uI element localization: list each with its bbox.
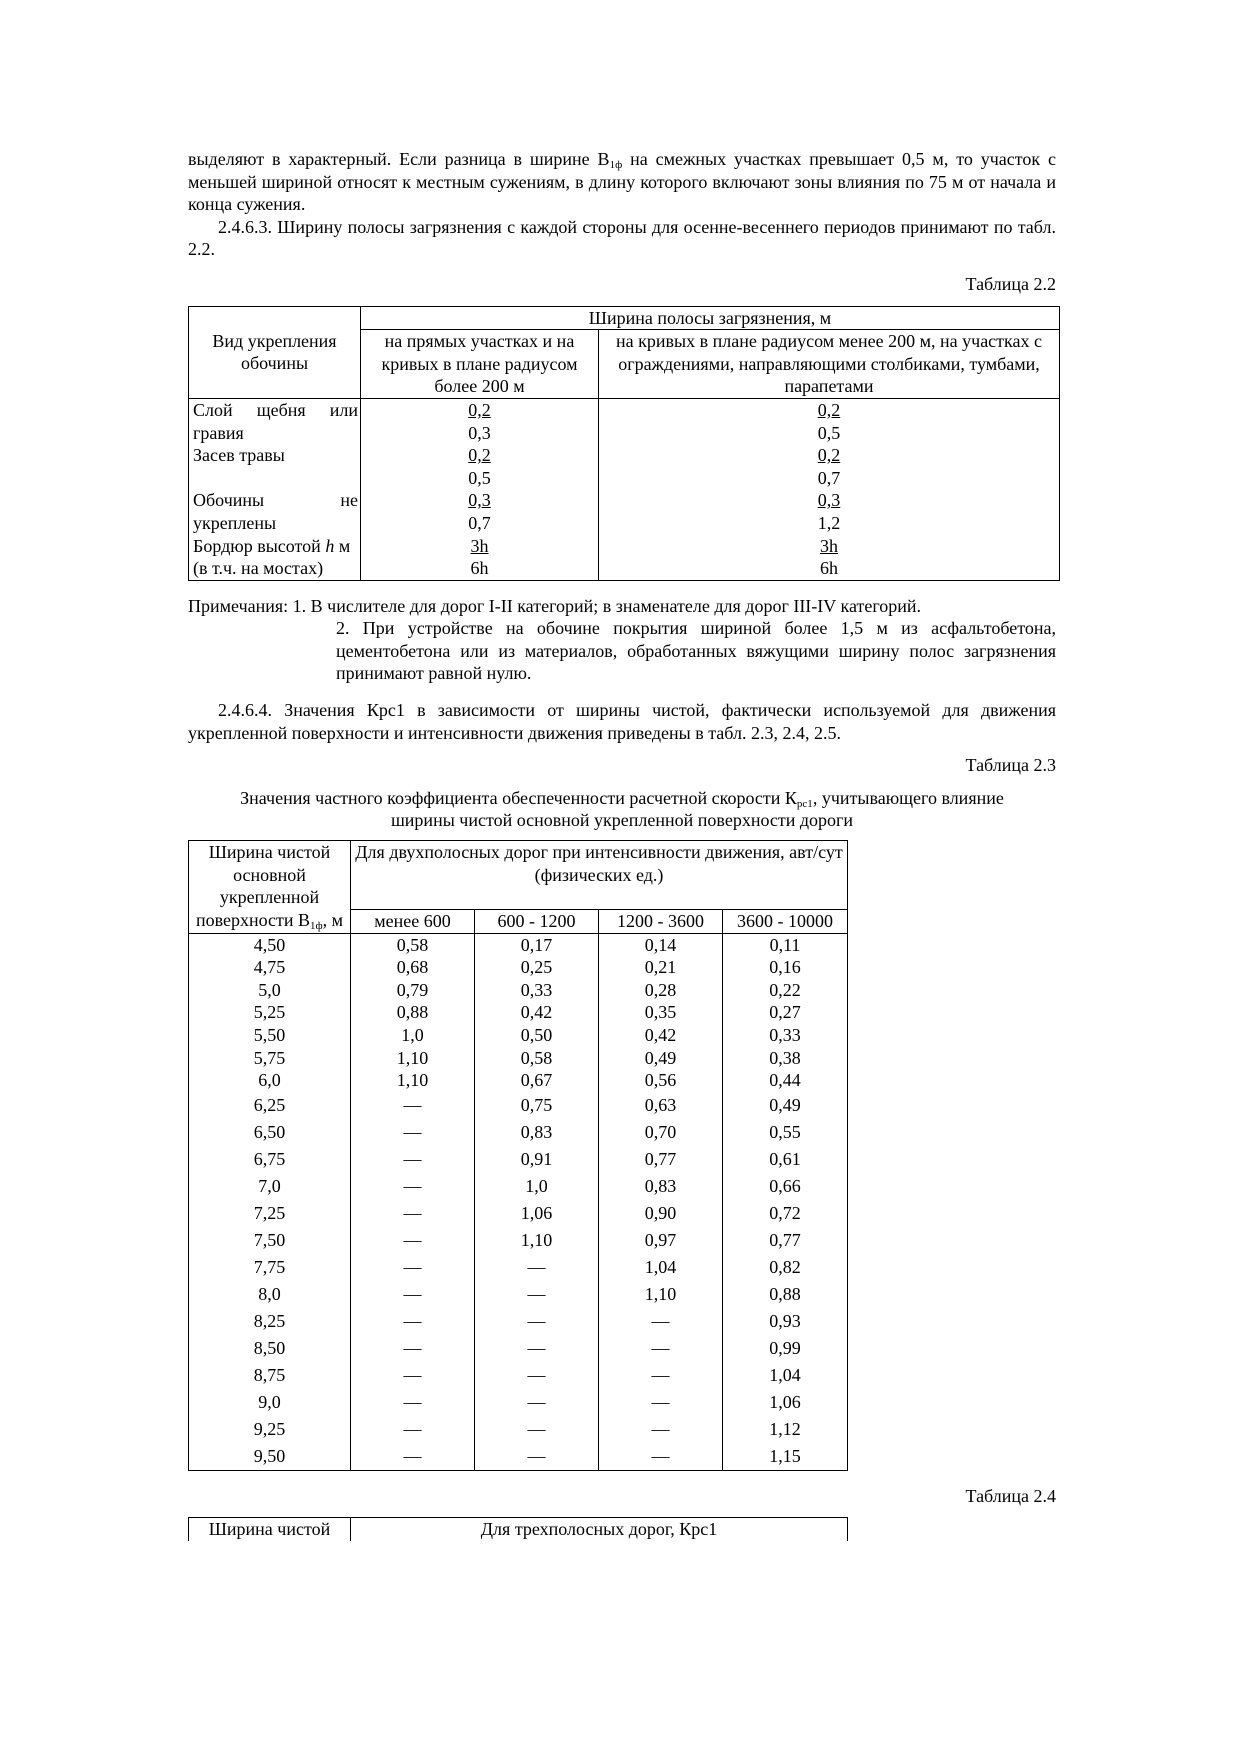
- table-cell: 5,75: [189, 1047, 351, 1070]
- table-cell: 0,63: [599, 1092, 723, 1119]
- table-row: [189, 444, 1060, 489]
- table-cell: 9,50: [189, 1443, 351, 1471]
- t22-row-name: (в т.ч. на мостах): [193, 558, 324, 579]
- table-cell: 5,0: [189, 979, 351, 1002]
- table-cell: 1,0: [351, 1024, 475, 1047]
- table-row: [189, 1092, 848, 1119]
- t22-denominator: 6h: [820, 558, 838, 579]
- note-2: 2. При устройстве на обочине покрытия шириной более 1,5 м из асфальтобетона, цементобетона или из материалов, обработанных вяжущими ширину полос загрязнения принимают равной нулю.: [336, 618, 1056, 684]
- table-cell: 0,50: [475, 1024, 599, 1047]
- table-row: [189, 1389, 848, 1416]
- table-cell: 1,12: [723, 1416, 848, 1443]
- table-cell: —: [351, 1416, 475, 1443]
- table-cell: —: [351, 1173, 475, 1200]
- table-cell: 0,77: [723, 1227, 848, 1254]
- table-2-2: [188, 306, 1060, 581]
- table-cell: —: [599, 1362, 723, 1389]
- table-cell: —: [351, 1119, 475, 1146]
- table-cell: 0,33: [723, 1024, 848, 1047]
- table-cell: 0,27: [723, 1001, 848, 1024]
- table-row: [189, 1335, 848, 1362]
- t22-denominator: 0,5: [817, 422, 841, 443]
- t24-group-header: Для трехполосных дорог, Крс1: [351, 1518, 848, 1541]
- table-row: [189, 535, 1060, 581]
- table-cell: 6,75: [189, 1146, 351, 1173]
- table-cell: —: [351, 1200, 475, 1227]
- table-row: [189, 1281, 848, 1308]
- table-cell: 1,04: [599, 1254, 723, 1281]
- table-2-4-caption: Таблица 2.4: [965, 1485, 1056, 1506]
- table-cell: —: [475, 1254, 599, 1281]
- t23-title-b: , учитывающего влияние ширины чистой основной укрепленной поверхности дороги: [390, 787, 1004, 831]
- table-cell: 0,49: [599, 1047, 723, 1070]
- intro-subscript: 1ф: [609, 159, 623, 171]
- table-cell: 0,68: [351, 956, 475, 979]
- table-cell: 0,70: [599, 1119, 723, 1146]
- table-cell: 0,79: [351, 979, 475, 1002]
- t22-row-name: Слой щебня или: [193, 399, 358, 420]
- table-cell: 0,55: [723, 1119, 848, 1146]
- table-cell: 0,49: [723, 1092, 848, 1119]
- t22-numerator: 0,3: [468, 490, 491, 511]
- table-cell: —: [599, 1308, 723, 1335]
- t22-numerator: 0,2: [817, 445, 841, 466]
- table-cell: 0,28: [599, 979, 723, 1002]
- table-cell: 1,10: [351, 1047, 475, 1070]
- table-2-3-title: [188, 787, 1056, 832]
- table-cell: 8,75: [189, 1362, 351, 1389]
- table-row: [189, 1069, 848, 1092]
- table-cell: 0,82: [723, 1254, 848, 1281]
- table-2-2-caption: Таблица 2.2: [965, 273, 1056, 294]
- t22-col-curves: на кривых в плане радиусом менее 200 м, на участках с ограждениями, направляющими столбиками, тумбами, парапетами: [599, 330, 1060, 399]
- t22-denominator: 6h: [470, 558, 489, 579]
- t24-col-width: Ширина чистой: [189, 1518, 351, 1541]
- table-cell: 0,14: [599, 933, 723, 956]
- table-cell: 4,75: [189, 956, 351, 979]
- t22-numerator: 3h: [470, 535, 489, 556]
- t22-numerator: 0,2: [468, 399, 491, 420]
- table-2-4: [188, 1517, 848, 1541]
- intro-text-b: на смежных участках превышает 0,5 м, то участок с меньшей шириной относят к местным сужениям, в длину которого включают зоны влияния по 75 м от начала и конца сужения.: [188, 149, 1056, 215]
- table-cell: —: [475, 1281, 599, 1308]
- table-cell: 0,56: [599, 1069, 723, 1092]
- table-cell: —: [475, 1443, 599, 1471]
- t22-numerator: 0,3: [817, 490, 841, 511]
- table-2-3-caption: Таблица 2.3: [965, 755, 1056, 776]
- t23-title-sub: рс1: [796, 797, 813, 810]
- t23-col0-sub: 1ф: [310, 919, 323, 932]
- table-cell: 0,72: [723, 1200, 848, 1227]
- t23-col-600-1200: 600 - 1200: [475, 910, 599, 934]
- table-cell: 7,75: [189, 1254, 351, 1281]
- t22-row-name: [193, 467, 358, 490]
- t22-denominator: 0,7: [817, 467, 841, 488]
- table-cell: —: [599, 1443, 723, 1471]
- t23-col0-a: Ширина чистой основной укрепленной поверхности В: [195, 842, 331, 930]
- table-row: [189, 979, 848, 1002]
- table-cell: —: [351, 1335, 475, 1362]
- table-row: [189, 1119, 848, 1146]
- table-row: [189, 489, 1060, 534]
- table-cell: 0,16: [723, 956, 848, 979]
- table-cell: 1,0: [475, 1173, 599, 1200]
- table-cell: —: [351, 1146, 475, 1173]
- table-row: [189, 1308, 848, 1335]
- table-cell: 8,50: [189, 1335, 351, 1362]
- table-cell: 6,50: [189, 1119, 351, 1146]
- table-cell: 0,88: [351, 1001, 475, 1024]
- table-cell: 0,93: [723, 1308, 848, 1335]
- table-cell: —: [351, 1254, 475, 1281]
- t22-numerator: 3h: [820, 535, 838, 556]
- table-cell: 0,58: [475, 1047, 599, 1070]
- table-row: [189, 1443, 848, 1471]
- t23-body: [189, 933, 848, 1470]
- paragraph-2-4-6-3: 2.4.6.3. Ширину полосы загрязнения с каждой стороны для осенне-весеннего периодов принимают по табл. 2.2.: [188, 216, 1056, 260]
- table-cell: —: [475, 1335, 599, 1362]
- table-cell: 7,0: [189, 1173, 351, 1200]
- t22-denominator: 1,2: [817, 512, 841, 533]
- t22-group-header: Ширина полосы загрязнения, м: [361, 306, 1060, 330]
- t23-title-a: Значения частного коэффициента обеспеченности расчетной скорости К: [240, 787, 797, 808]
- table-cell: 9,0: [189, 1389, 351, 1416]
- t22-denominator: 0,7: [468, 512, 491, 533]
- table-cell: 0,21: [599, 956, 723, 979]
- table-cell: 1,10: [475, 1227, 599, 1254]
- table-cell: —: [351, 1389, 475, 1416]
- table-cell: 0,58: [351, 933, 475, 956]
- table-cell: 1,15: [723, 1443, 848, 1471]
- table-cell: 0,44: [723, 1069, 848, 1092]
- table-cell: 0,97: [599, 1227, 723, 1254]
- t22-numerator: 0,2: [817, 399, 841, 420]
- t22-row-name: гравия: [193, 422, 244, 443]
- table-row: [189, 1146, 848, 1173]
- table-cell: —: [599, 1416, 723, 1443]
- t23-col0-b: , м: [322, 909, 344, 930]
- table-cell: 0,99: [723, 1335, 848, 1362]
- table-cell: 6,0: [189, 1069, 351, 1092]
- t22-row-name: укреплены: [193, 512, 277, 533]
- t22-col-straight: на прямых участках и на кривых в плане радиусом более 200 м: [361, 330, 599, 399]
- table-cell: 8,0: [189, 1281, 351, 1308]
- table-cell: 0,83: [599, 1173, 723, 1200]
- table-cell: 0,42: [475, 1001, 599, 1024]
- table-row: [189, 1001, 848, 1024]
- table-row: [189, 1200, 848, 1227]
- table-cell: 0,91: [475, 1146, 599, 1173]
- table-row: [189, 1416, 848, 1443]
- document-page: [188, 148, 1056, 1541]
- table-cell: 0,38: [723, 1047, 848, 1070]
- intro-paragraph: [188, 148, 1056, 216]
- intro-text-a: выделяют в характерный. Если разница в ширине В: [188, 149, 610, 169]
- table-cell: 0,61: [723, 1146, 848, 1173]
- t22-row-name: Засев травы: [193, 445, 285, 466]
- paragraph-2-4-6-4: 2.4.6.4. Значения Крс1 в зависимости от ширины чистой, фактически используемой для движения укрепленной поверхности и интенсивности движения приведены в табл. 2.3, 2.4, 2.5.: [188, 700, 1056, 743]
- table-row: [189, 1362, 848, 1389]
- table-cell: 0,90: [599, 1200, 723, 1227]
- t23-col-1200-3600: 1200 - 3600: [599, 910, 723, 934]
- table-cell: 0,11: [723, 933, 848, 956]
- table-row: [189, 1024, 848, 1047]
- table-cell: 0,17: [475, 933, 599, 956]
- table-cell: 6,25: [189, 1092, 351, 1119]
- table-cell: —: [599, 1335, 723, 1362]
- table-cell: 1,06: [723, 1389, 848, 1416]
- table-row: [189, 1227, 848, 1254]
- table-cell: —: [475, 1416, 599, 1443]
- table-cell: 0,33: [475, 979, 599, 1002]
- table-cell: 0,42: [599, 1024, 723, 1047]
- table-row: [189, 398, 1060, 444]
- table-cell: —: [599, 1389, 723, 1416]
- table-cell: 0,22: [723, 979, 848, 1002]
- table-cell: —: [351, 1227, 475, 1254]
- table-2-2-notes: [188, 595, 1056, 685]
- table-cell: 0,75: [475, 1092, 599, 1119]
- table-cell: —: [351, 1308, 475, 1335]
- t23-group-header: Для двухполосных дорог при интенсивности движения, авт/сут (физических ед.): [351, 841, 848, 910]
- table-cell: 0,83: [475, 1119, 599, 1146]
- table-cell: —: [475, 1362, 599, 1389]
- table-cell: 4,50: [189, 933, 351, 956]
- table-cell: 8,25: [189, 1308, 351, 1335]
- table-cell: 7,50: [189, 1227, 351, 1254]
- table-cell: 5,25: [189, 1001, 351, 1024]
- table-row: [189, 1254, 848, 1281]
- t22-row-name: Бордюр высотой h м: [193, 535, 351, 556]
- table-cell: 0,88: [723, 1281, 848, 1308]
- table-cell: 0,35: [599, 1001, 723, 1024]
- table-cell: —: [475, 1308, 599, 1335]
- table-cell: 0,25: [475, 956, 599, 979]
- t22-col-type: Вид укрепления обочины: [189, 306, 361, 398]
- t22-denominator: 0,5: [468, 467, 491, 488]
- table-2-3: [188, 840, 848, 1471]
- t23-col-width: [189, 841, 351, 934]
- t22-numerator: 0,2: [468, 445, 491, 466]
- t23-col-lt600: менее 600: [351, 910, 475, 934]
- table-cell: —: [475, 1389, 599, 1416]
- table-cell: 7,25: [189, 1200, 351, 1227]
- note-1: Примечания: 1. В числителе для дорог I-II категорий; в знаменателе для дорог III-IV категорий.: [188, 595, 922, 616]
- table-cell: 0,67: [475, 1069, 599, 1092]
- table-cell: 9,25: [189, 1416, 351, 1443]
- table-row: [189, 1173, 848, 1200]
- t22-denominator: 0,3: [468, 422, 491, 443]
- table-cell: 1,06: [475, 1200, 599, 1227]
- table-cell: 1,10: [599, 1281, 723, 1308]
- table-cell: —: [351, 1443, 475, 1471]
- table-cell: 0,77: [599, 1146, 723, 1173]
- table-row: [189, 1047, 848, 1070]
- table-row: [189, 933, 848, 956]
- table-cell: 1,10: [351, 1069, 475, 1092]
- table-cell: 0,66: [723, 1173, 848, 1200]
- t22-row-name: Обочины не: [193, 490, 358, 511]
- table-row: [189, 956, 848, 979]
- table-cell: 5,50: [189, 1024, 351, 1047]
- table-cell: 1,04: [723, 1362, 848, 1389]
- table-cell: —: [351, 1362, 475, 1389]
- t23-col-3600-10000: 3600 - 10000: [723, 910, 848, 934]
- table-cell: —: [351, 1281, 475, 1308]
- table-cell: —: [351, 1092, 475, 1119]
